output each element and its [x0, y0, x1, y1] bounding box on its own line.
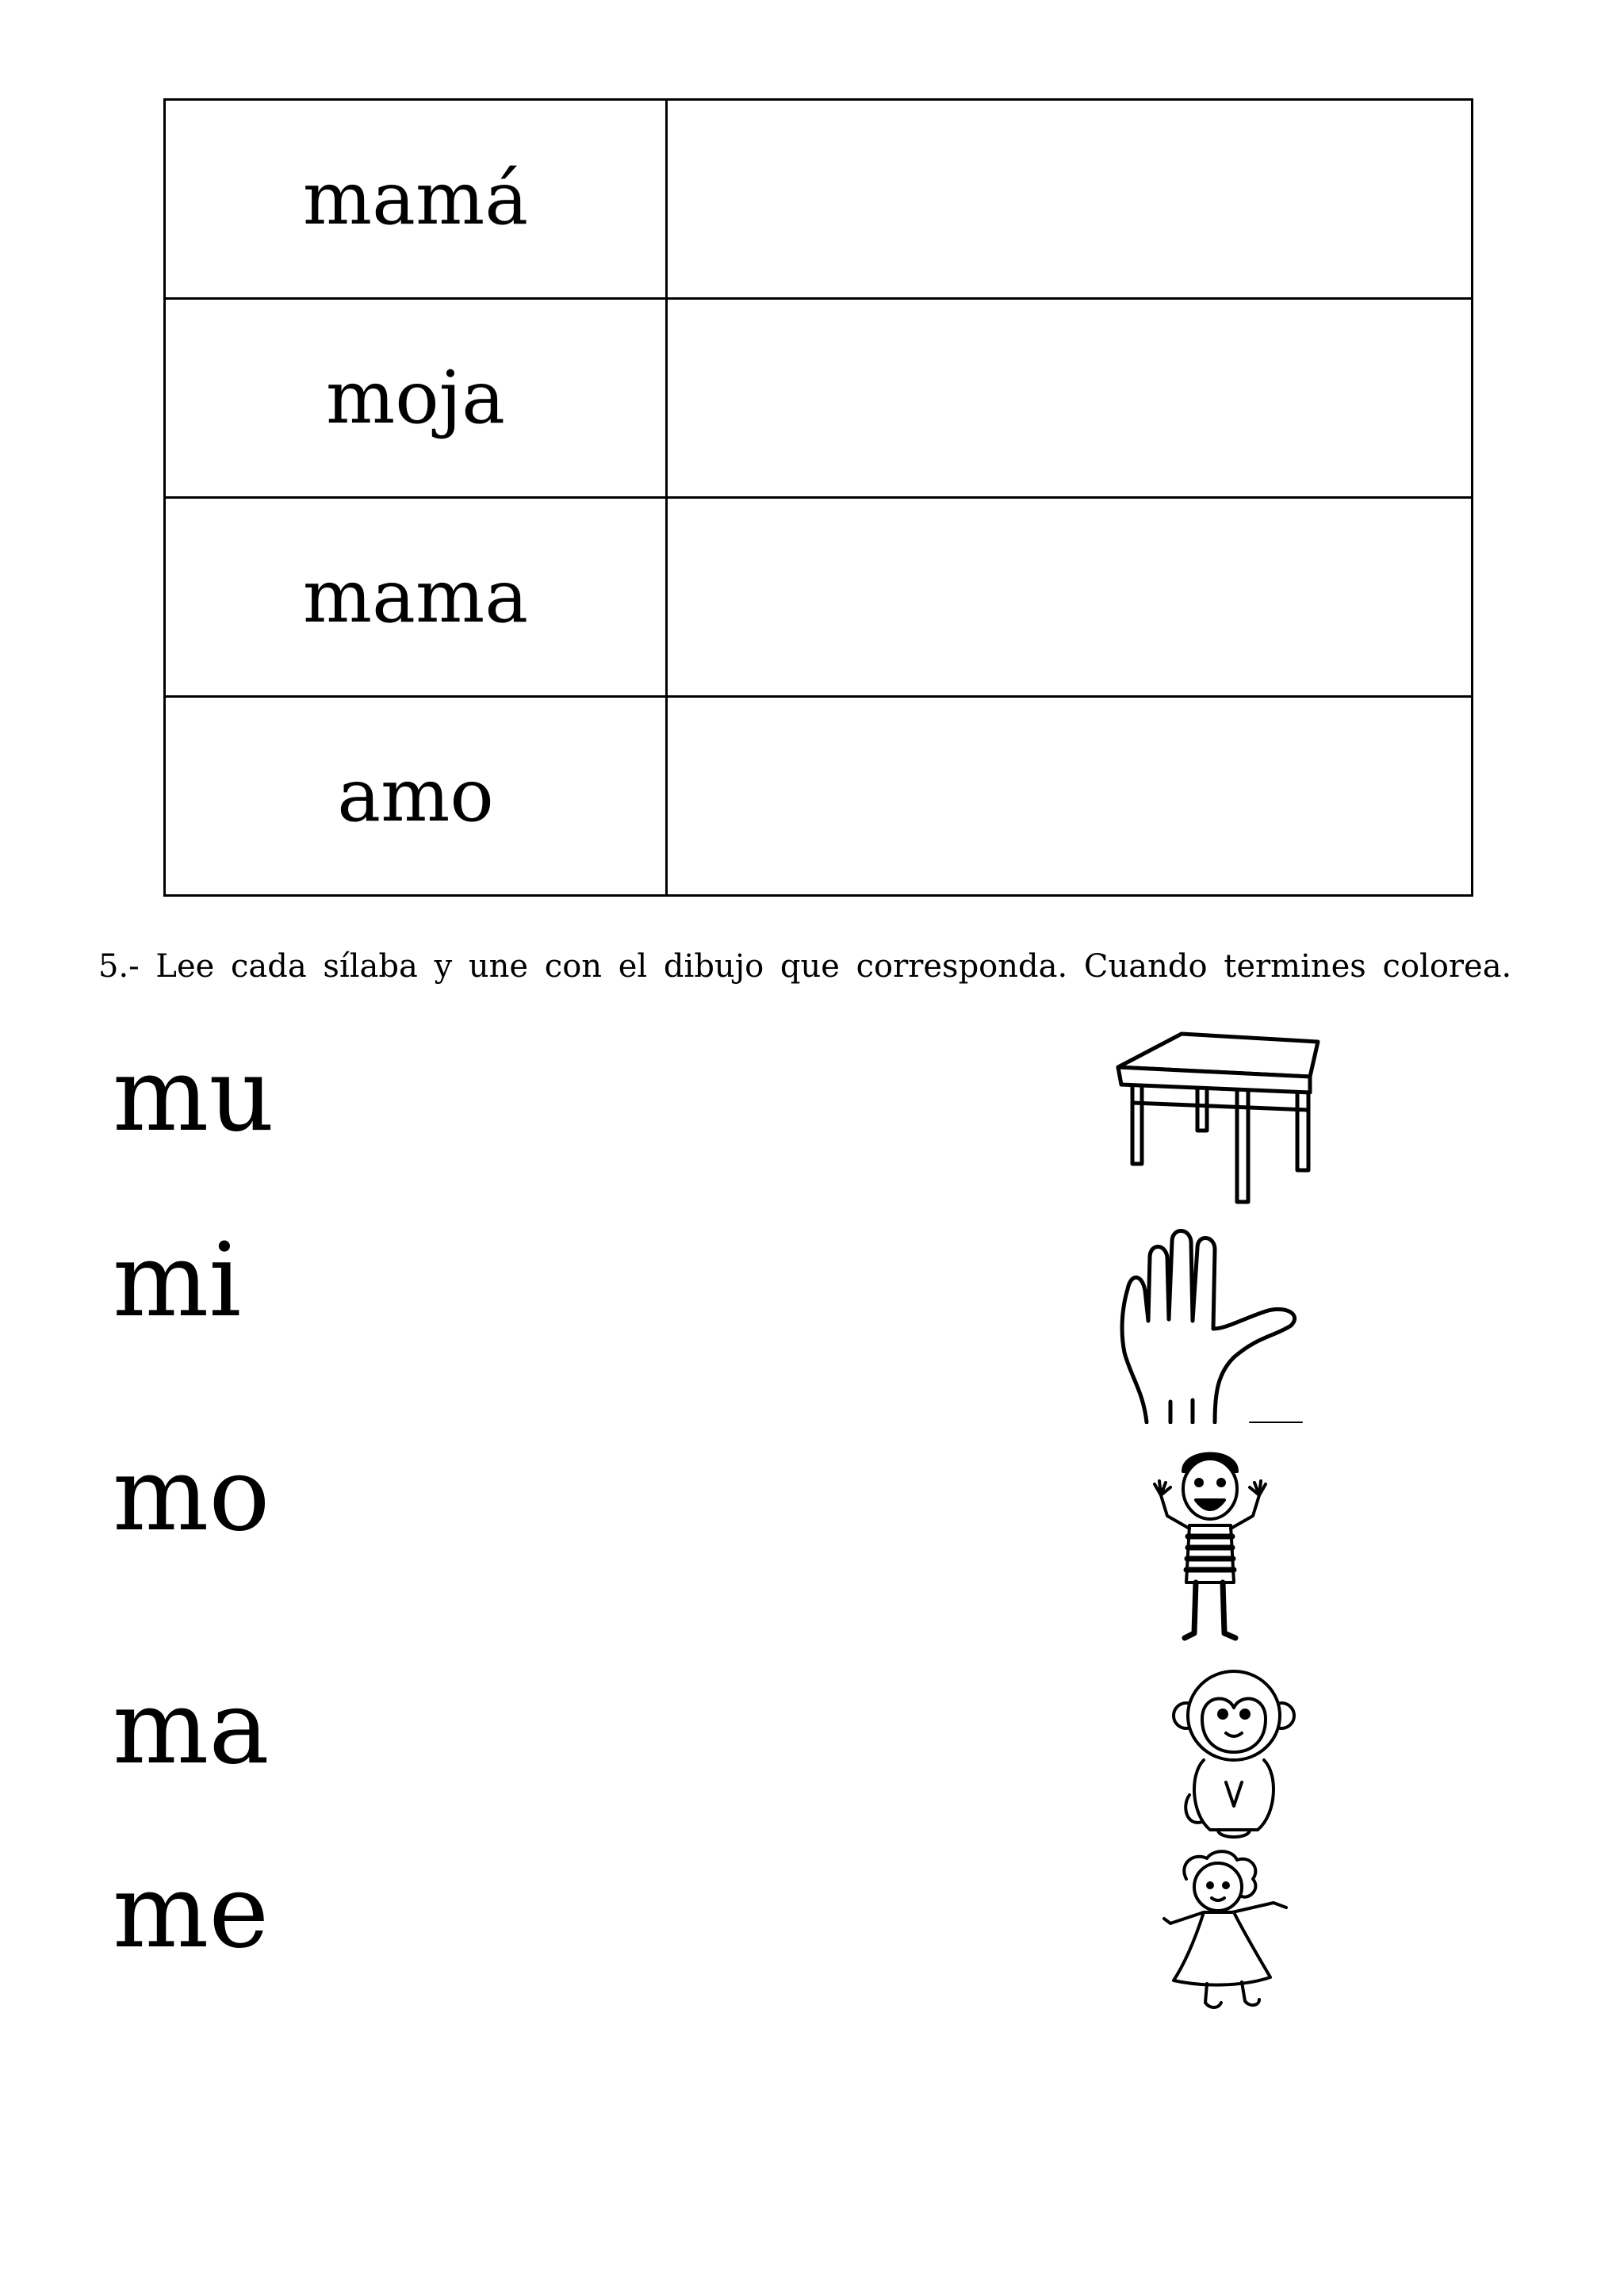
table-row	[165, 100, 1473, 299]
word-cell: moja	[165, 299, 667, 498]
monkey-icon[interactable]	[1170, 1663, 1297, 1846]
syllable-ma[interactable]: ma	[113, 1669, 270, 1787]
drawing-cell[interactable]	[667, 299, 1473, 498]
drawing-cell[interactable]	[667, 697, 1473, 896]
mime-icon[interactable]	[1147, 1440, 1274, 1646]
word-cell: mamá	[165, 100, 667, 299]
word-table	[163, 98, 1473, 897]
syllable-mo[interactable]: mo	[113, 1436, 270, 1554]
drawing-cell[interactable]	[667, 100, 1473, 299]
table-icon[interactable]	[1110, 1027, 1324, 1210]
syllable-me[interactable]: me	[113, 1853, 270, 1971]
exercise-instruction: 5.- Lee cada sílaba y une con el dibujo que corresponda. Cuando termines colorea.	[98, 948, 1512, 985]
table-row	[165, 299, 1473, 498]
word-cell: mama	[165, 498, 667, 697]
drawing-cell[interactable]	[667, 498, 1473, 697]
hand-icon[interactable]	[1115, 1218, 1313, 1424]
syllable-mu[interactable]: mu	[113, 1036, 274, 1154]
table-row	[165, 697, 1473, 896]
table-row	[165, 498, 1473, 697]
syllable-mi[interactable]: mi	[113, 1222, 242, 1340]
word-cell: amo	[165, 697, 667, 896]
doll-icon[interactable]	[1155, 1847, 1297, 2014]
